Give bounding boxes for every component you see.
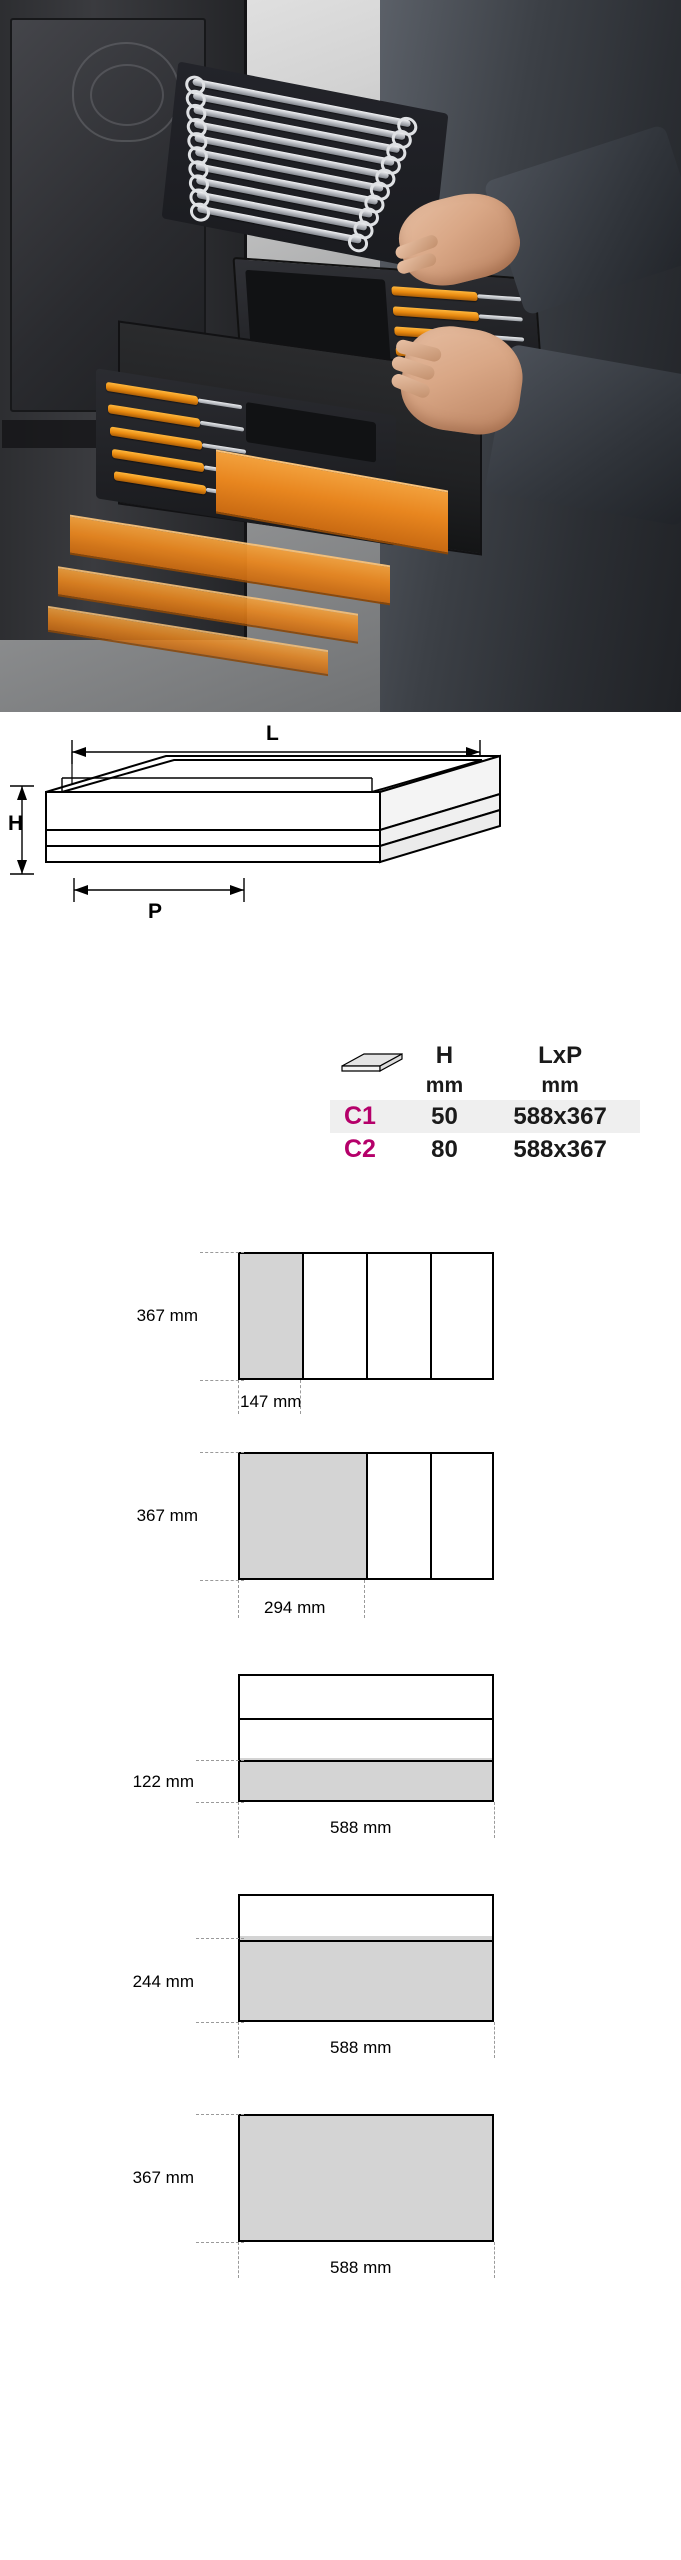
unit-lxp: mm [541,1074,579,1097]
dim-guide [238,1580,239,1618]
highlight-cell [240,1254,302,1378]
dim-guide [196,1760,244,1761]
dim-guide [200,1252,244,1253]
layout-bottom-label: 147 mm [240,1392,302,1411]
divider [302,1254,304,1378]
table-header-row [330,1040,640,1072]
dim-guide [238,2242,239,2278]
cabinet-emblem-icon [72,42,180,142]
dim-guide [238,2022,239,2058]
layout-2-rows [0,1870,681,2084]
layout-bottom-label: 588 mm [330,1818,392,1837]
dim-guide [196,1802,244,1803]
layout-left-label: 122 mm [132,1772,194,1791]
table-unit-row [330,1072,640,1100]
dim-guide [196,2242,244,2243]
header-h: H [435,1042,454,1069]
layout-3-rows [0,1650,681,1864]
layout-left-label: 367 mm [132,2168,194,2187]
layout-outline [238,1452,494,1580]
layout-4-columns [0,1228,681,1428]
layout-outline [238,2114,494,2242]
divider [240,1760,492,1762]
dim-guide [494,1802,495,1838]
layout-bottom-label: 588 mm [330,2258,392,2277]
row-h-c2: 80 [431,1135,458,1163]
row-code-c2: C2 [344,1135,376,1163]
dim-guide [494,2242,495,2278]
dim-guide [494,2022,495,2058]
layout-outline [238,1252,494,1380]
layout-bottom-label: 588 mm [330,2038,392,2057]
dim-guide [196,2114,244,2115]
table-row [330,1133,640,1166]
dim-guide [238,1380,239,1414]
header-spacer [330,1040,409,1072]
divider [430,1454,432,1578]
layout-left-label: 244 mm [132,1972,194,1991]
dim-guide [238,1802,239,1838]
dim-guide [200,1452,244,1453]
divider [240,1940,492,1942]
dim-guide [196,2022,244,2023]
product-photo [0,0,681,712]
dim-guide [364,1580,365,1618]
layout-full [0,2090,681,2310]
highlight-cell [240,1454,366,1578]
label-length: L [266,722,279,745]
divider [430,1254,432,1378]
row-code-c1: C1 [330,1100,409,1133]
label-height: H [8,812,24,835]
tray-drawing-svg [0,712,681,1012]
layout-outline [238,1894,494,2022]
layout-bottom-label: 294 mm [264,1598,326,1617]
layout-2-columns [0,1428,681,1638]
highlight-cell [240,1936,492,2020]
row-lxp-c2: 588x367 [513,1135,607,1163]
specification-table [330,1040,640,1166]
layout-outline [238,1674,494,1802]
table-row [330,1100,640,1133]
row-lxp-c1: 588x367 [480,1100,640,1133]
layout-left-label: 367 mm [136,1506,198,1525]
highlight-cell [240,1758,492,1800]
divider [366,1454,368,1578]
row-h-c1: 50 [409,1100,480,1133]
unit-h: mm [425,1074,464,1097]
layout-left-label: 367 mm [136,1306,198,1325]
divider [366,1254,368,1378]
label-depth: P [148,900,163,923]
tray-dimension-diagram [0,712,681,1012]
divider [240,1718,492,1720]
header-lxp: LxP [538,1042,583,1069]
unit-spacer [330,1072,409,1100]
dim-guide [196,1938,244,1939]
